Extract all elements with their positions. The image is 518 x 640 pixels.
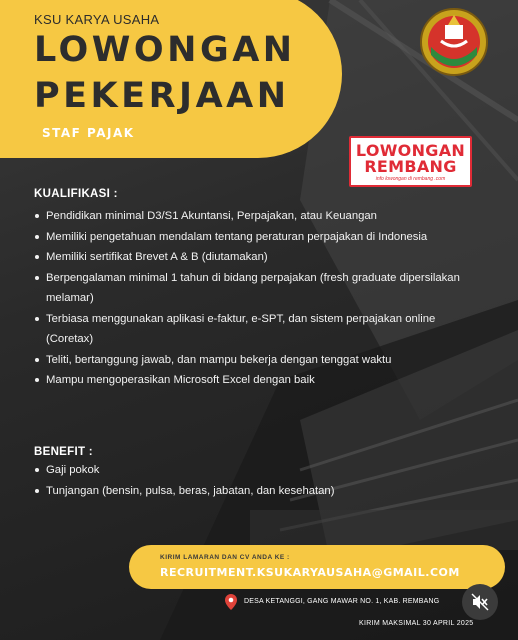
qualifications-list [34, 206, 464, 391]
list-item: Memiliki pengetahuan mendalam tentang peraturan perpajakan di Indonesia [34, 227, 464, 248]
speaker-muted-icon [471, 593, 489, 611]
title-line-2: PEKERJAAN [34, 76, 290, 116]
office-address: DESA KETANGGI, GANG MAWAR NO. 1, KAB. REMBANG [244, 598, 440, 605]
company-name: KSU KARYA USAHA [34, 12, 160, 27]
list-item: Terbiasa menggunakan aplikasi e-faktur, e-SPT, dan sistem perpajakan online (Coretax) [34, 309, 464, 350]
list-item: Pendidikan minimal D3/S1 Akuntansi, Perpajakan, atau Keuangan [34, 206, 464, 227]
list-item: Teliti, bertanggung jawab, dan mampu bekerja dengan tenggat waktu [34, 350, 464, 371]
list-item: Mampu mengoperasikan Microsoft Excel dengan baik [34, 370, 464, 391]
job-position: STAF PAJAK [42, 126, 135, 140]
list-item: Tunjangan (bensin, pulsa, beras, jabatan, dan kesehatan) [34, 481, 464, 502]
mute-button[interactable] [462, 584, 498, 620]
contact-label: KIRIM LAMARAN DAN CV ANDA KE : [160, 554, 290, 561]
contact-email[interactable]: RECRUITMENT.KSUKARYAUSAHA@GMAIL.COM [160, 566, 460, 579]
brand-line-1: LOWONGAN [355, 141, 466, 160]
title-line-1: LOWONGAN [34, 30, 296, 70]
location-pin-icon [225, 594, 237, 610]
brand-tagline: info lowongan di rembang .com [375, 176, 446, 182]
regency-seal-icon [419, 7, 489, 77]
contact-banner [129, 545, 505, 589]
list-item: Gaji pokok [34, 460, 464, 481]
benefits-heading: BENEFIT : [34, 446, 93, 458]
list-item: Memiliki sertifikat Brevet A & B (diutamakan) [34, 247, 464, 268]
lowongan-rembang-logo [349, 136, 472, 187]
list-item: Berpengalaman minimal 1 tahun di bidang perpajakan (fresh graduate dipersilakan melamar) [34, 268, 464, 309]
application-deadline: KIRIM MAKSIMAL 30 APRIL 2025 [359, 620, 474, 627]
brand-line-2: REMBANG [364, 157, 457, 176]
qualifications-heading: KUALIFIKASI : [34, 188, 118, 200]
benefits-list [34, 460, 464, 501]
